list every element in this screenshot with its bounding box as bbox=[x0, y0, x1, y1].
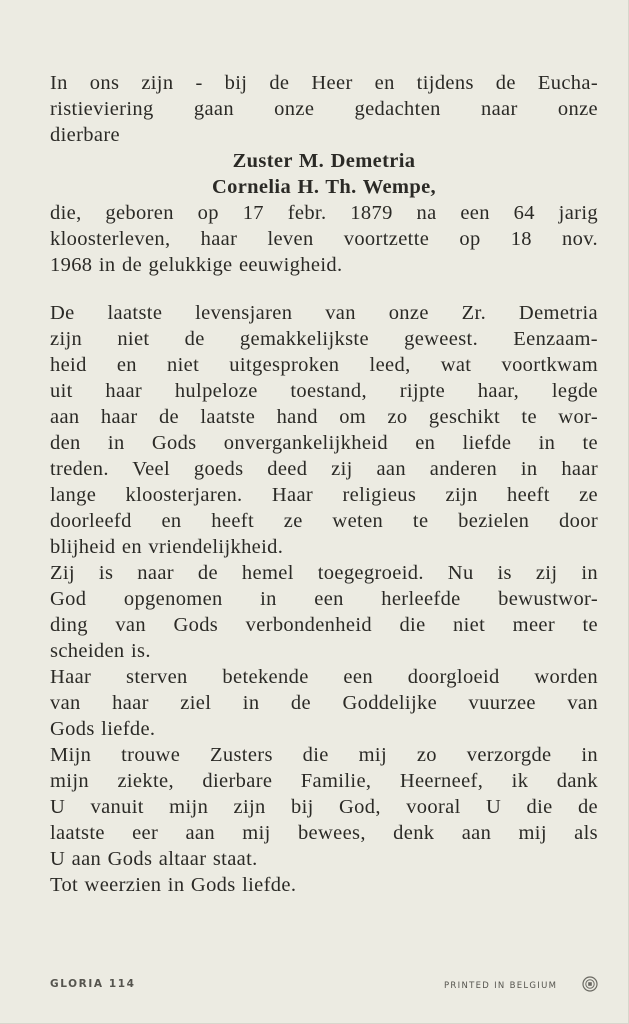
deceased-civil-name: Cornelia H. Th. Wempe, bbox=[211, 176, 437, 198]
text-line: ristieviering gaan onze gedachten naar onze bbox=[50, 98, 598, 120]
text-line: U vanuit mijn zijn bij God, vooral U die de bbox=[50, 796, 598, 818]
text-line: 1968 in de gelukkige eeuwigheid. bbox=[50, 254, 343, 276]
text-line: dierbare bbox=[50, 124, 120, 146]
text-line: ding van Gods verbondenheid die niet meer te bbox=[50, 614, 598, 636]
printer-logo-icon bbox=[582, 976, 598, 992]
publisher-code: GLORIA 114 bbox=[50, 978, 136, 990]
text-line: Haar sterven betekende een doorgloeid worden bbox=[50, 666, 598, 688]
text-line: kloosterleven, haar leven voortzette op 18 nov. bbox=[50, 228, 598, 250]
dates-paragraph bbox=[50, 200, 598, 278]
printer-imprint: PRINTED IN BELGIUM bbox=[444, 981, 558, 991]
deceased-name-block bbox=[50, 148, 598, 200]
text-line: Gods liefde. bbox=[50, 718, 156, 740]
text-line: Mijn trouwe Zusters die mij zo verzorgde in bbox=[50, 744, 598, 766]
text-line: van haar ziel in de Goddelijke vuurzee van bbox=[50, 692, 598, 714]
text-line: God opgenomen in een herleefde bewustwor- bbox=[50, 588, 598, 610]
text-line: heid en niet uitgesproken leed, wat voortkwam bbox=[50, 354, 598, 376]
text-line: In ons zijn - bij de Heer en tijdens de Eucha- bbox=[50, 72, 598, 94]
text-line: Tot weerzien in Gods liefde. bbox=[50, 874, 297, 896]
text-line: lange kloosterjaren. Haar religieus zijn heeft ze bbox=[50, 484, 598, 506]
text-line: De laatste levensjaren van onze Zr. Demetria bbox=[50, 302, 598, 324]
text-line: blijheid en vriendelijkheid. bbox=[50, 536, 284, 558]
text-line: U aan Gods altaar staat. bbox=[50, 848, 258, 870]
deceased-religious-name: Zuster M. Demetria bbox=[232, 150, 416, 172]
text-line: treden. Veel goeds deed zij aan anderen in haar bbox=[50, 458, 598, 480]
text-line: den in Gods onvergankelijkheid en liefde in te bbox=[50, 432, 598, 454]
text-line: zijn niet de gemakkelijkste geweest. Eenzaam- bbox=[50, 328, 598, 350]
text-line: mijn ziekte, dierbare Familie, Heerneef, ik dank bbox=[50, 770, 598, 792]
main-text bbox=[50, 300, 598, 898]
intro-paragraph bbox=[50, 70, 598, 148]
text-line: Zij is naar de hemel toegegroeid. Nu is zij in bbox=[50, 562, 598, 584]
text-line: aan haar de laatste hand om zo geschikt te wor- bbox=[50, 406, 598, 428]
text-line: scheiden is. bbox=[50, 640, 151, 662]
text-line: laatste eer aan mij bewees, denk aan mij als bbox=[50, 822, 598, 844]
text-line: die, geboren op 17 febr. 1879 na een 64 jarig bbox=[50, 202, 598, 224]
text-line: doorleefd en heeft ze weten te bezielen door bbox=[50, 510, 598, 532]
text-line: uit haar hulpeloze toestand, rijpte haar, legde bbox=[50, 380, 598, 402]
